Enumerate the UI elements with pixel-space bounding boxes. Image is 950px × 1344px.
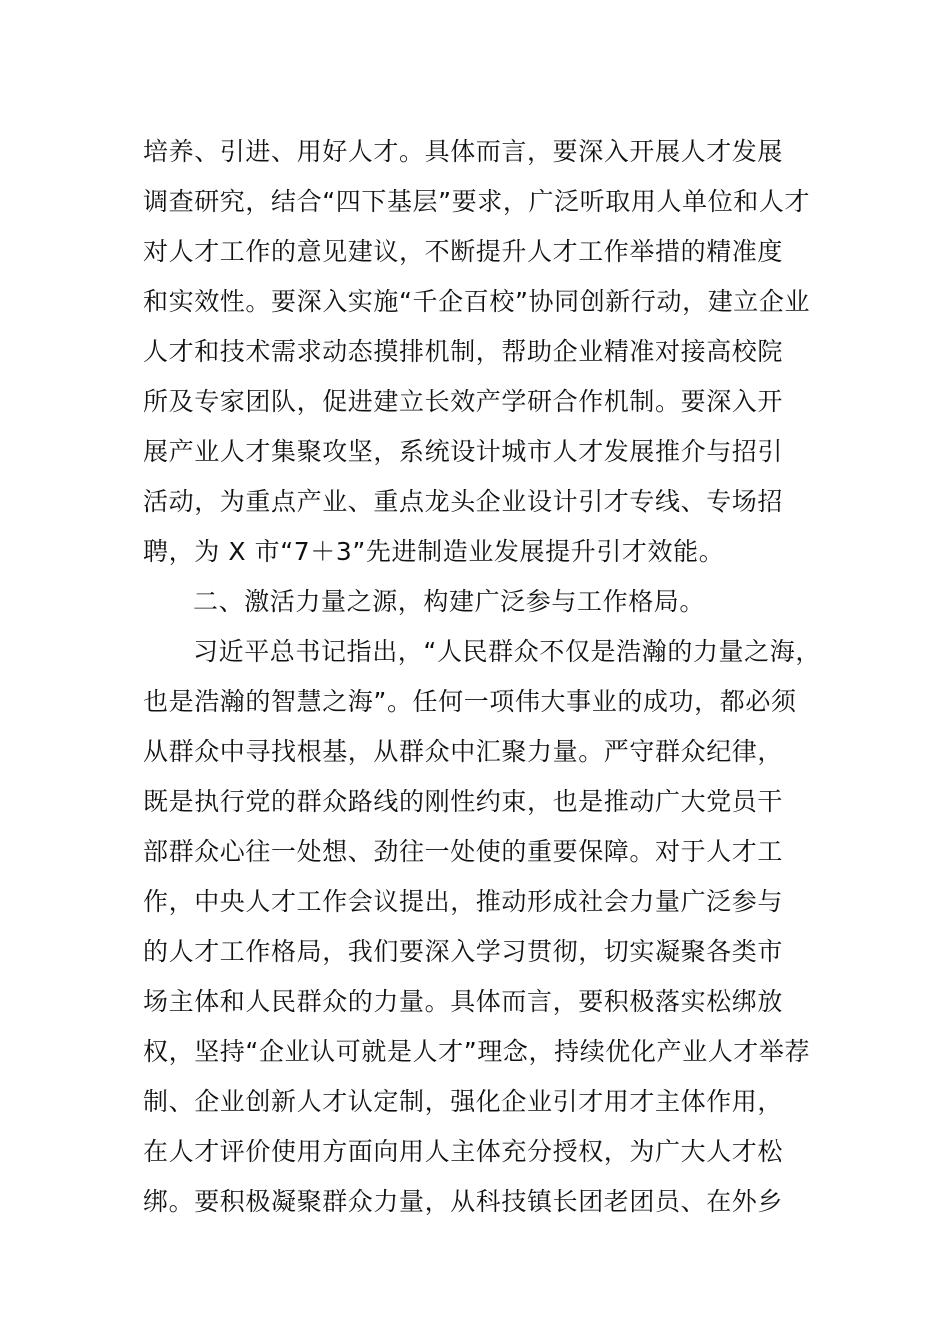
- text-line: 调查研究，结合“四下基层”要求，广泛听取用人单位和人才: [143, 187, 811, 216]
- paragraph-3: [143, 627, 833, 1227]
- text-line: 从群众中寻找根基，从群众中汇聚力量。严守群众纪律，: [143, 737, 784, 766]
- text-line: 活动，为重点产业、重点龙头企业设计引才专线、专场招: [143, 487, 784, 516]
- heading-line: 二、激活力量之源，构建广泛参与工作格局。: [193, 587, 706, 616]
- text-line: 对人才工作的意见建议，不断提升人才工作举措的精准度: [143, 237, 784, 266]
- text-line: 既是执行党的群众路线的刚性约束，也是推动广大党员干: [143, 787, 784, 816]
- text-line: 制、企业创新人才认定制，强化企业引才用才主体作用，: [143, 1087, 784, 1116]
- text-line: 展产业人才集聚攻坚，系统设计城市人才发展推介与招引: [143, 437, 784, 466]
- section-heading: [143, 577, 833, 627]
- text-line: 人才和技术需求动态摸排机制，帮助企业精准对接高校院: [143, 337, 784, 366]
- document-body: [143, 127, 833, 1227]
- text-line: 在人才评价使用方面向用人主体充分授权，为广大人才松: [143, 1137, 784, 1166]
- text-line: 部群众心往一处想、劲往一处使的重要保障。对于人才工: [143, 837, 784, 866]
- text-line: 也是浩瀚的智慧之海”。任何一项伟大事业的成功，都必须: [143, 687, 797, 716]
- text-line: 培养、引进、用好人才。具体而言，要深入开展人才发展: [143, 137, 784, 166]
- text-line: 作，中央人才工作会议提出，推动形成社会力量广泛参与: [143, 887, 784, 916]
- paragraph-1: [143, 127, 833, 577]
- text-line: 权，坚持“企业认可就是人才”理念，持续优化产业人才举荐: [143, 1037, 811, 1066]
- text-line: 习近平总书记指出，“人民群众不仅是浩瀚的力量之海，: [193, 637, 821, 666]
- text-line: 绑。要积极凝聚群众力量，从科技镇长团老团员、在外乡: [143, 1187, 784, 1216]
- text-line: 所及专家团队，促进建立长效产学研合作机制。要深入开: [143, 387, 784, 416]
- text-line: 场主体和人民群众的力量。具体而言，要积极落实松绑放: [143, 987, 784, 1016]
- text-line: 聘，为 X 市“7＋3”先进制造业发展提升引才效能。: [143, 537, 725, 566]
- text-line: 的人才工作格局，我们要深入学习贯彻，切实凝聚各类市: [143, 937, 784, 966]
- text-line: 和实效性。要深入实施“千企百校”协同创新行动，建立企业: [143, 287, 811, 316]
